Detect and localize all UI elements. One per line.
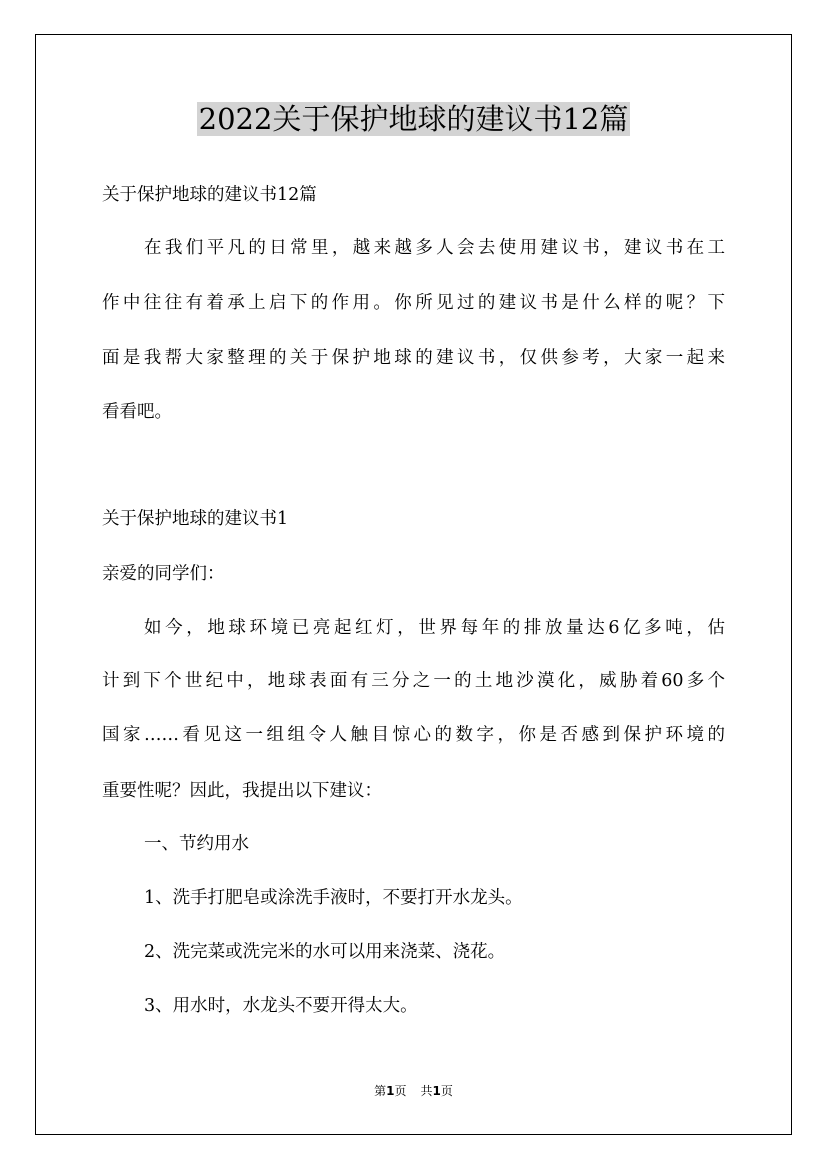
intro-line-4: 看看吧。 bbox=[102, 402, 172, 422]
body-line-2: 计到下个世纪中，地球表面有三分之一的土地沙漠化，威胁着60多个 bbox=[102, 671, 725, 691]
section-heading: 关于保护地球的建议书1 bbox=[102, 509, 289, 529]
document-title-text: 2022关于保护地球的建议书12篇 bbox=[198, 102, 629, 136]
intro-line-3: 面是我帮大家整理的关于保护地球的建议书，仅供参考，大家一起来 bbox=[102, 348, 725, 368]
list-item: 3、用水时，水龙头不要开得太大。 bbox=[144, 996, 418, 1016]
footer-total-prefix: 共 bbox=[420, 1084, 433, 1098]
footer-total-number: 1 bbox=[432, 1084, 441, 1098]
intro-line-1: 在我们平凡的日常里，越来越多人会去使用建议书，建议书在工 bbox=[144, 238, 725, 258]
footer-page-number: 1 bbox=[386, 1084, 395, 1098]
body-line-4: 重要性呢？因此，我提出以下建议： bbox=[102, 781, 382, 801]
body-line-3: 国家……看见这一组组令人触目惊心的数字，你是否感到保护环境的 bbox=[102, 725, 725, 745]
salutation: 亲爱的同学们： bbox=[102, 564, 225, 584]
body-line-1: 如今，地球环境已亮起红灯，世界每年的排放量达6亿多吨，估 bbox=[144, 618, 725, 638]
intro-line-2: 作中往往有着承上启下的作用。你所见过的建议书是什么样的呢？下 bbox=[102, 293, 725, 313]
footer-total-suffix: 页 bbox=[440, 1084, 453, 1098]
list-item: 1、洗手打肥皂或涂洗手液时，不要打开水龙头。 bbox=[144, 888, 523, 908]
list-heading: 一、节约用水 bbox=[144, 834, 249, 854]
document-subtitle: 关于保护地球的建议书12篇 bbox=[102, 185, 317, 205]
document-title bbox=[0, 98, 827, 140]
page-footer bbox=[0, 1082, 827, 1100]
footer-page-prefix: 第 bbox=[374, 1084, 387, 1098]
footer-page-suffix: 页 bbox=[394, 1084, 407, 1098]
list-item: 2、洗完菜或洗完米的水可以用来浇菜、浇花。 bbox=[144, 942, 506, 962]
